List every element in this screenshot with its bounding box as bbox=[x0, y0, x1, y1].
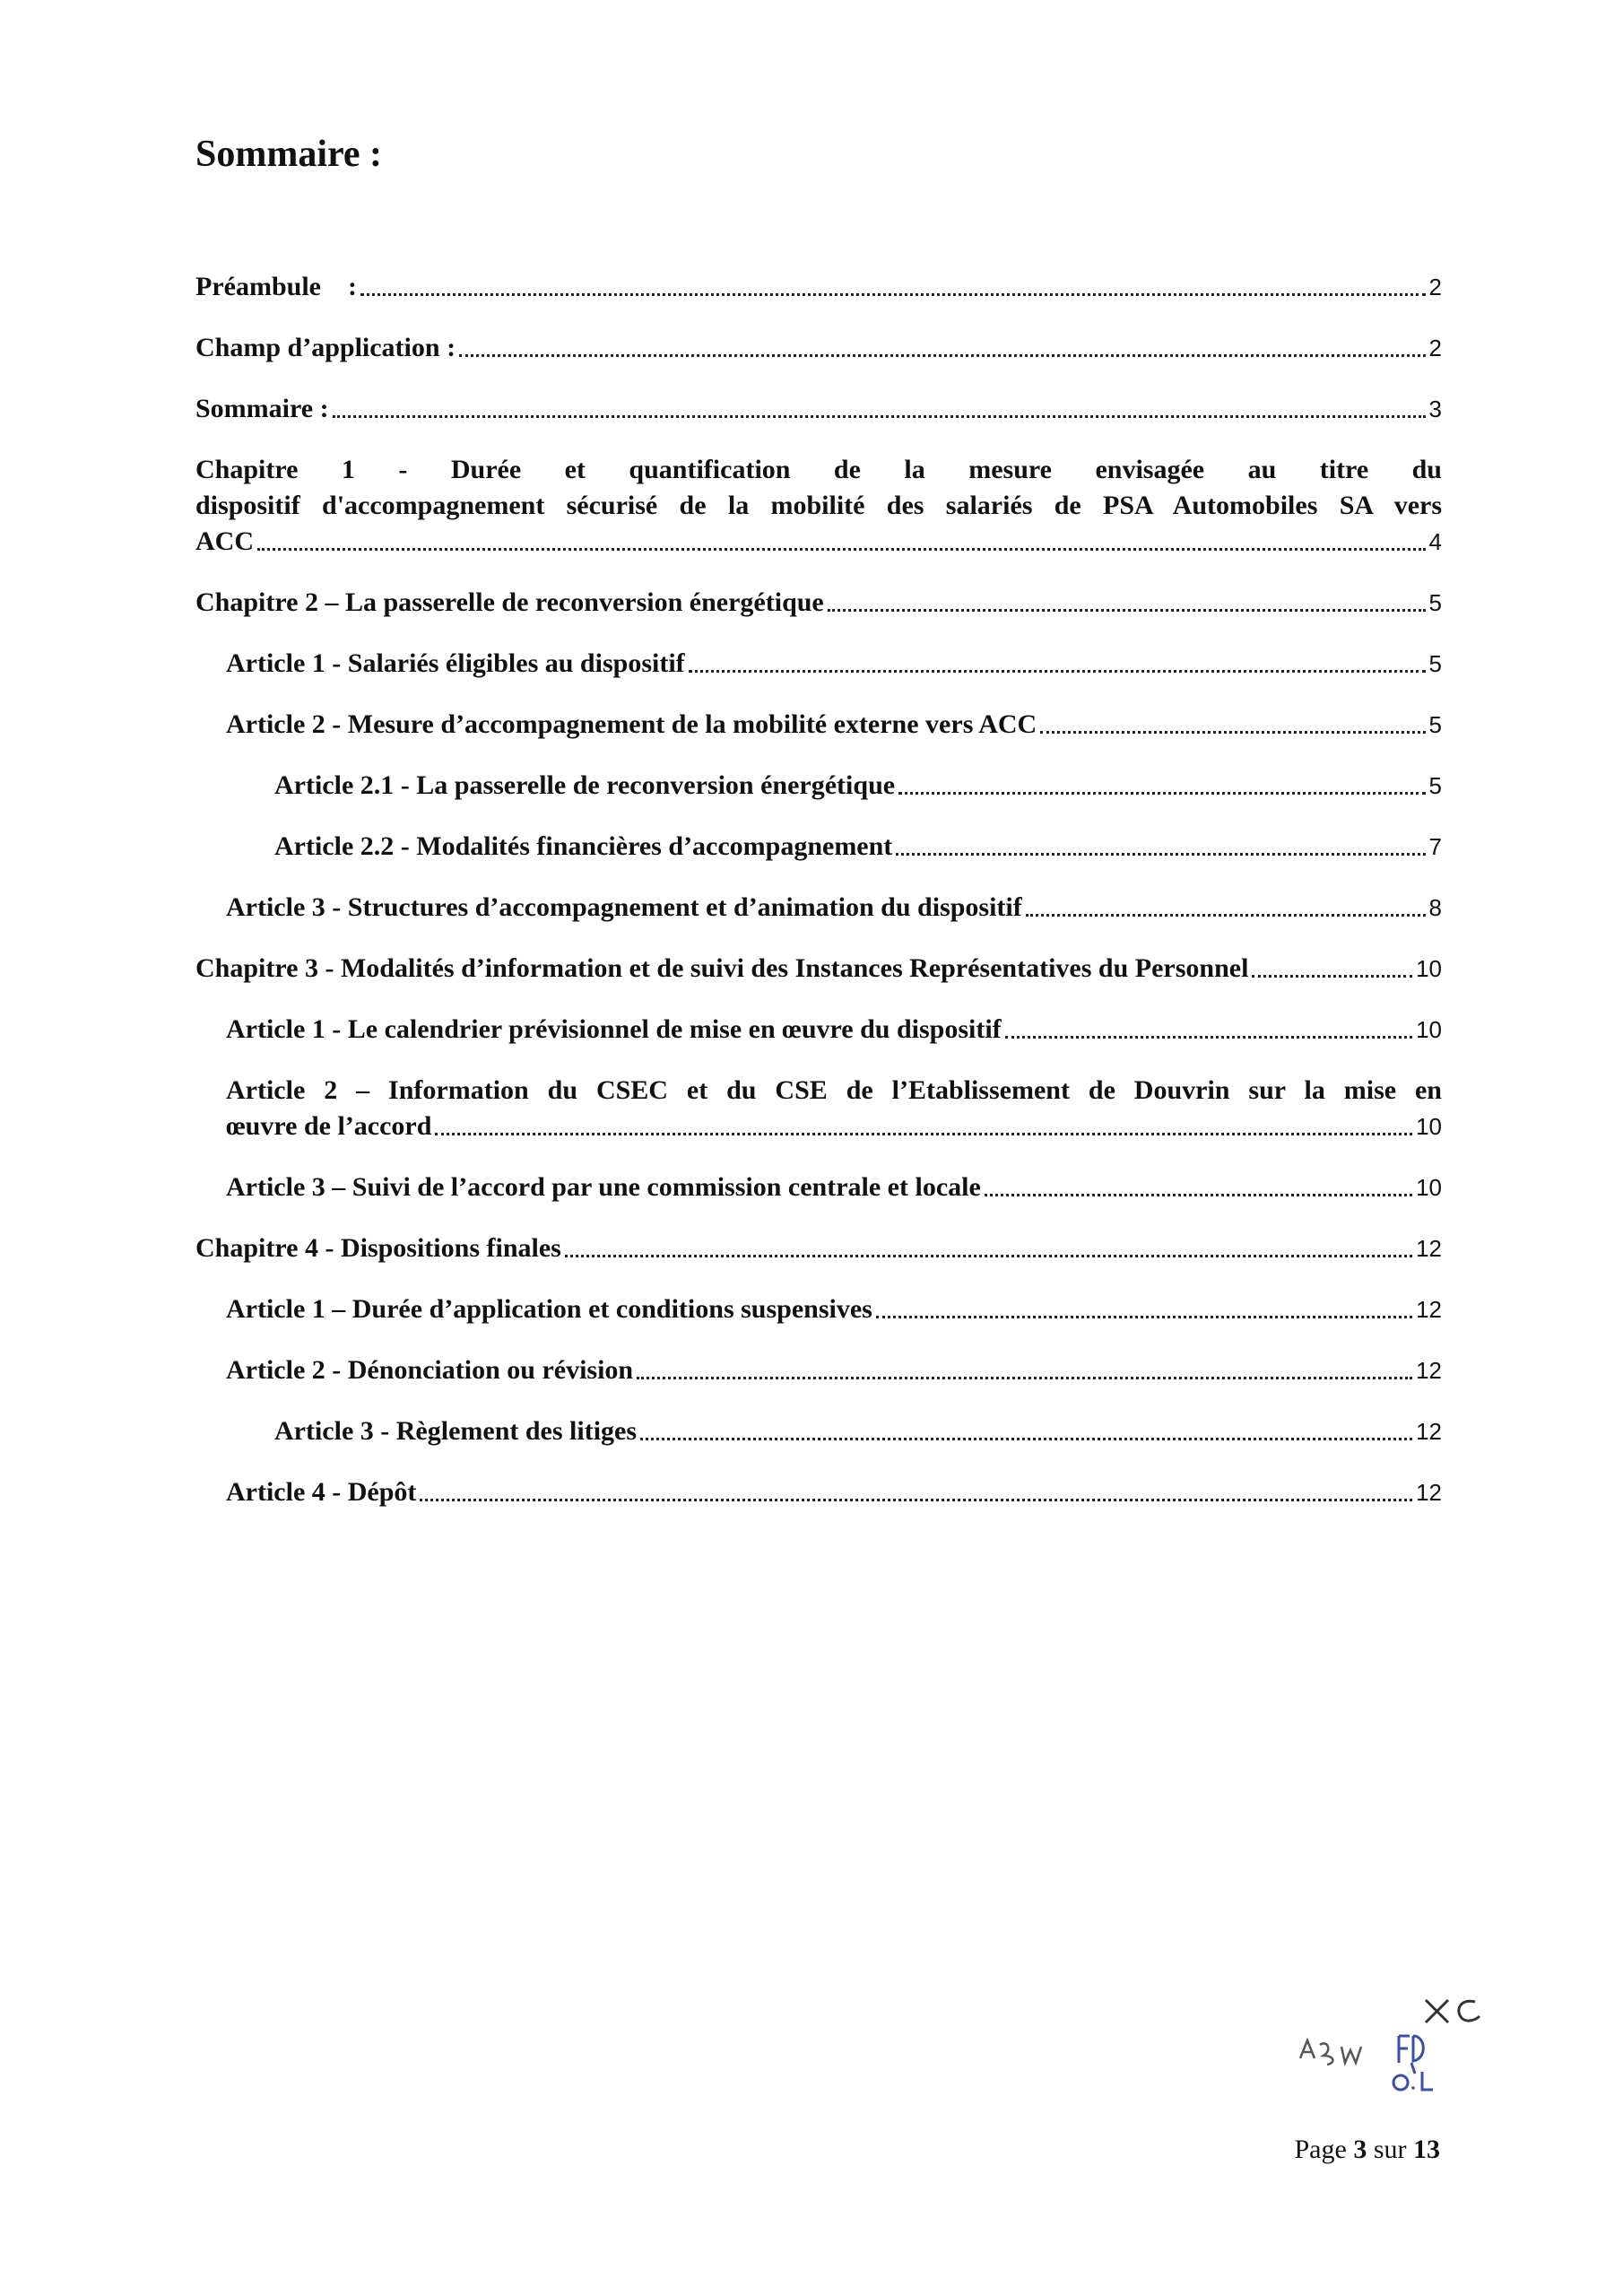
toc-entry-label: Article 2.1 - La passerelle de reconversion énergétique bbox=[274, 770, 896, 800]
toc-entry[interactable] bbox=[195, 707, 1442, 743]
toc-leader-dots bbox=[1040, 731, 1425, 734]
toc-leader-dots bbox=[876, 1316, 1412, 1318]
toc-entry-label: œuvre de l’accord bbox=[226, 1111, 432, 1141]
toc-entry[interactable] bbox=[195, 1170, 1442, 1205]
toc-entry[interactable] bbox=[195, 890, 1442, 926]
toc-leader-dots bbox=[333, 415, 1426, 418]
footer-total-pages: 13 bbox=[1413, 2135, 1440, 2164]
toc-entry-label: Sommaire : bbox=[195, 394, 329, 423]
toc-page-number: 7 bbox=[1428, 833, 1442, 860]
toc-entry[interactable] bbox=[195, 1231, 1442, 1266]
toc-page-number: 12 bbox=[1416, 1479, 1442, 1506]
toc-page-number: 10 bbox=[1416, 1113, 1442, 1140]
toc-entry[interactable] bbox=[195, 1413, 1442, 1449]
toc-entry-label: Article 3 – Suivi de l’accord par une commission centrale et locale bbox=[226, 1172, 981, 1202]
footer-prefix: Page bbox=[1294, 2135, 1354, 2164]
toc-entry[interactable] bbox=[195, 1474, 1442, 1510]
toc-leader-dots bbox=[1005, 1036, 1412, 1039]
toc-page-number: 10 bbox=[1416, 1016, 1442, 1043]
toc-leader-dots bbox=[828, 609, 1426, 612]
toc-leader-dots bbox=[459, 354, 1425, 357]
toc-entry-label: Chapitre 4 - Dispositions finales bbox=[195, 1233, 561, 1263]
toc-leader-dots bbox=[689, 670, 1426, 673]
toc-leader-dots bbox=[360, 293, 1426, 296]
page-footer bbox=[1295, 2135, 1441, 2165]
toc-entry-label: Article 3 - Règlement des litiges bbox=[274, 1416, 638, 1446]
toc-entry-label: Article 3 - Structures d’accompagnement et d’animation du dispositif bbox=[226, 892, 1022, 922]
toc-entry-label: Préambule : bbox=[195, 272, 357, 301]
footer-middle: sur bbox=[1367, 2135, 1413, 2164]
toc-entry[interactable] bbox=[195, 269, 1442, 305]
toc-leader-dots bbox=[640, 1438, 1412, 1440]
toc-entry[interactable] bbox=[195, 585, 1442, 621]
toc-leader-dots bbox=[565, 1255, 1412, 1257]
page-title: Sommaire : bbox=[195, 134, 383, 175]
toc-entry-label-line: Article 2 – Information du CSEC et du CSE de l’Etablissement de Douvrin sur la mise en bbox=[226, 1075, 1442, 1105]
toc-page-number: 3 bbox=[1428, 396, 1442, 422]
toc-entry-label: Article 4 - Dépôt bbox=[226, 1477, 417, 1507]
toc-entry[interactable] bbox=[195, 829, 1442, 865]
toc-leader-dots bbox=[420, 1499, 1412, 1501]
toc-entry-label-line: Chapitre 1 - Durée et quantification de la mesure envisagée au titre du bbox=[195, 455, 1442, 484]
toc-entry[interactable] bbox=[195, 452, 1442, 560]
toc-leader-dots bbox=[898, 792, 1425, 795]
toc-entry-label: ACC bbox=[195, 526, 254, 556]
toc-page-number: 4 bbox=[1428, 528, 1442, 555]
footer-current-page: 3 bbox=[1353, 2135, 1367, 2164]
toc-entry-last-line bbox=[195, 524, 1442, 560]
toc-page-number: 10 bbox=[1416, 955, 1442, 982]
toc-leader-dots bbox=[1252, 975, 1412, 978]
toc-leader-dots bbox=[435, 1133, 1412, 1135]
table-of-contents bbox=[195, 269, 1442, 1535]
toc-page-number: 8 bbox=[1428, 894, 1442, 921]
toc-entry[interactable] bbox=[195, 1352, 1442, 1388]
toc-entry-label: Chapitre 3 - Modalités d’information et de suivi des Instances Représentatives du Personnel bbox=[195, 953, 1249, 983]
toc-entry[interactable] bbox=[195, 951, 1442, 987]
toc-entry-label: Article 1 - Salariés éligibles au dispositif bbox=[226, 648, 685, 678]
toc-entry[interactable] bbox=[195, 646, 1442, 682]
toc-page-number: 5 bbox=[1428, 650, 1442, 677]
toc-page-number: 12 bbox=[1416, 1296, 1442, 1323]
toc-entry[interactable] bbox=[195, 1012, 1442, 1048]
toc-entry-label: Article 1 - Le calendrier prévisionnel de mise en œuvre du dispositif bbox=[226, 1014, 1002, 1044]
toc-entry[interactable] bbox=[195, 330, 1442, 366]
toc-entry[interactable] bbox=[195, 1292, 1442, 1327]
toc-leader-dots bbox=[985, 1194, 1412, 1196]
toc-entry-label: Chapitre 2 – La passerelle de reconversion énergétique bbox=[195, 587, 824, 617]
toc-page-number: 12 bbox=[1416, 1235, 1442, 1262]
toc-page-number: 12 bbox=[1416, 1418, 1442, 1445]
toc-entry-label: Article 2.2 - Modalités financières d’accompagnement bbox=[274, 831, 893, 861]
handwritten-initials bbox=[1291, 1973, 1488, 2099]
toc-entry-label: Article 1 – Durée d’application et conditions suspensives bbox=[226, 1294, 872, 1324]
toc-entry[interactable] bbox=[195, 391, 1442, 427]
toc-page-number: 5 bbox=[1428, 589, 1442, 616]
toc-entry[interactable] bbox=[195, 768, 1442, 804]
toc-leader-dots bbox=[896, 853, 1425, 856]
toc-entry-label: Article 2 - Mesure d’accompagnement de la mobilité externe vers ACC bbox=[226, 709, 1037, 739]
toc-entry-label: Champ d’application : bbox=[195, 333, 456, 362]
toc-entry[interactable] bbox=[195, 1073, 1442, 1144]
toc-entry-label-line: dispositif d'accompagnement sécurisé de la mobilité des salariés de PSA Automobiles SA vers bbox=[195, 491, 1442, 520]
toc-page-number: 10 bbox=[1416, 1174, 1442, 1201]
toc-entry-label: Article 2 - Dénonciation ou révision bbox=[226, 1355, 634, 1385]
toc-page-number: 5 bbox=[1428, 772, 1442, 799]
toc-entry-last-line bbox=[226, 1109, 1442, 1144]
toc-page-number: 2 bbox=[1428, 335, 1442, 361]
toc-leader-dots bbox=[637, 1377, 1412, 1379]
toc-page-number: 5 bbox=[1428, 711, 1442, 738]
toc-leader-dots bbox=[257, 548, 1426, 551]
toc-page-number: 12 bbox=[1416, 1357, 1442, 1384]
toc-page-number: 2 bbox=[1428, 274, 1442, 300]
toc-leader-dots bbox=[1026, 914, 1426, 917]
